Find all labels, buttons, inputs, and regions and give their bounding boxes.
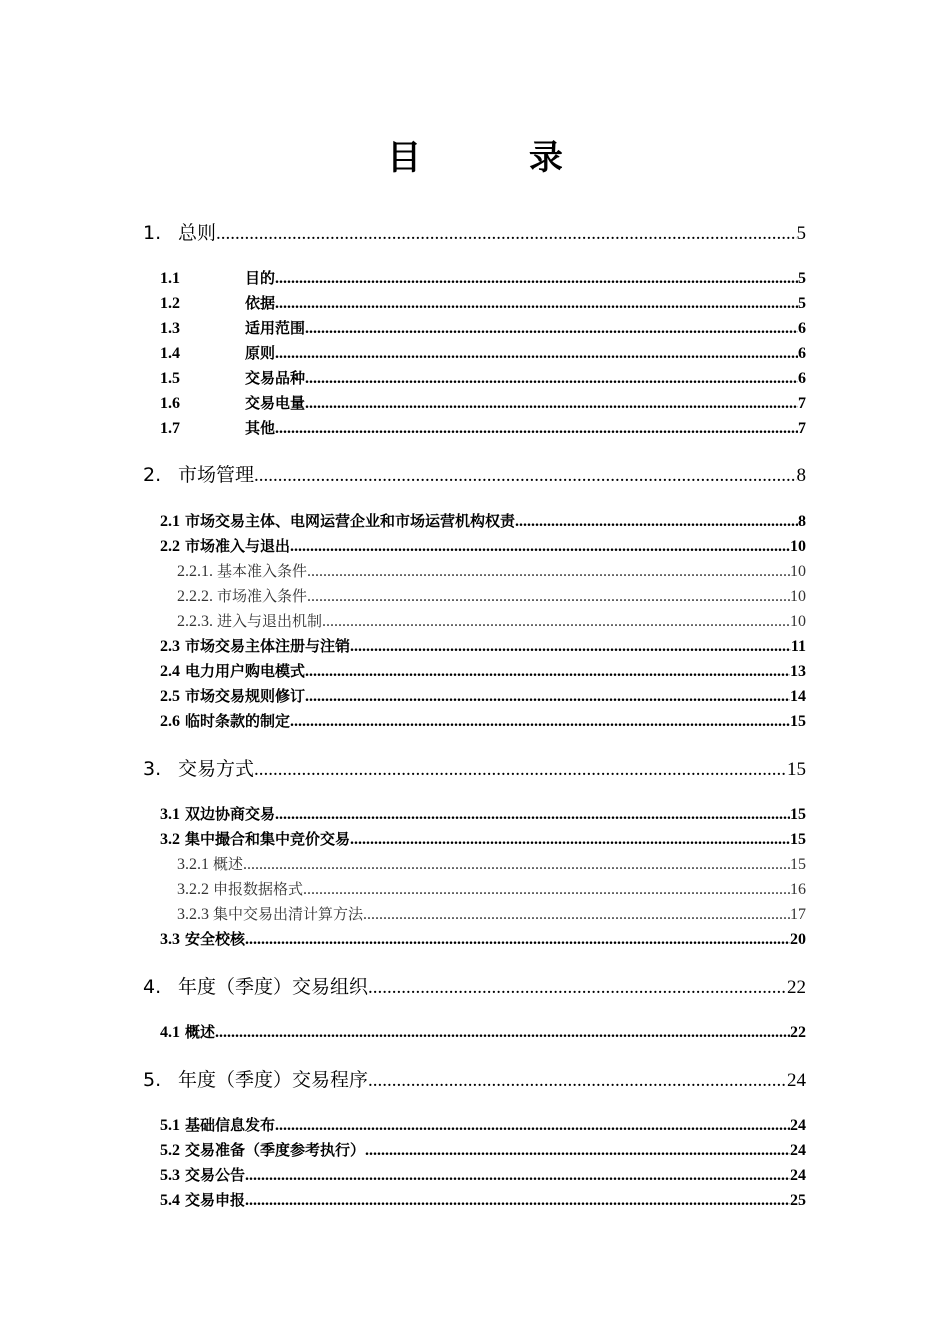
- toc-entry-page-number: 6: [798, 370, 806, 387]
- toc-entry-number: 5.3: [160, 1167, 180, 1184]
- toc-entry-page-number: 16: [790, 881, 806, 898]
- toc-entry-title: 年度（季度）交易程序: [178, 1069, 369, 1091]
- toc-entry-title: 临时条款的制定: [185, 712, 291, 730]
- toc-entry[interactable]: [143, 585, 806, 606]
- toc-entry-page-number: 15: [790, 713, 806, 730]
- toc-entry-number: 2.3: [160, 638, 180, 655]
- toc-entry-title: 集中交易出清计算方法: [213, 905, 364, 923]
- toc-entry-number: 2.: [143, 464, 162, 486]
- toc-entry-page-number: 5: [798, 270, 806, 287]
- toc-dot-leader: [254, 465, 796, 487]
- toc-dot-leader: [305, 688, 790, 706]
- toc-entry-page-number: 13: [790, 663, 806, 680]
- toc-dot-leader: [368, 1070, 787, 1092]
- toc-entry-number: 2.4: [160, 663, 180, 680]
- toc-entry-number: 5.4: [160, 1192, 180, 1209]
- toc-entry-title: 依据: [245, 294, 276, 312]
- toc-entry-page-number: 6: [798, 345, 806, 362]
- toc-entry-title: 交易品种: [245, 369, 306, 387]
- toc-entry-title: 市场交易规则修订: [185, 687, 306, 705]
- toc-entry-page-number: 20: [790, 931, 806, 948]
- toc-entry-page-number: 17: [790, 906, 806, 923]
- toc-entry-page-number: 7: [798, 420, 806, 437]
- toc-entry-page-number: 14: [790, 688, 806, 705]
- toc-dot-leader: [245, 931, 790, 949]
- toc-entry-title: 基本准入条件: [217, 562, 308, 580]
- toc-entry-page-number: 8: [796, 465, 806, 486]
- toc-entry-number: 1.1: [160, 270, 180, 287]
- toc-entry-page-number: 10: [790, 538, 806, 555]
- toc-entry-number: 3.1: [160, 806, 180, 823]
- toc-entry[interactable]: [143, 460, 806, 487]
- toc-entry[interactable]: [143, 853, 806, 874]
- toc-entry-number: 1.5: [160, 370, 180, 387]
- toc-entry-page-number: 5: [798, 295, 806, 312]
- toc-dot-leader: [305, 663, 790, 681]
- toc-entry[interactable]: [143, 635, 806, 656]
- toc-entry-title: 交易方式: [178, 758, 255, 780]
- toc-entry-number: 3.2.1: [177, 856, 209, 873]
- toc-entry-number: 3.: [143, 758, 162, 780]
- toc-entry-number: 2.2.1.: [177, 563, 213, 580]
- toc-dot-leader: [303, 881, 790, 899]
- toc-entry-page-number: 24: [787, 1070, 806, 1091]
- toc-entry-title: 交易公告: [185, 1166, 246, 1184]
- toc-entry[interactable]: [143, 510, 806, 531]
- toc-dot-leader: [307, 563, 790, 581]
- toc-entry[interactable]: [143, 1164, 806, 1185]
- toc-entry[interactable]: [143, 535, 806, 556]
- toc-entry-title: 进入与退出机制: [217, 612, 323, 630]
- toc-entry-number: 2.1: [160, 513, 180, 530]
- toc-dot-leader: [350, 638, 791, 656]
- toc-dot-leader: [363, 906, 790, 924]
- toc-entry-title: 双边协商交易: [185, 805, 276, 823]
- toc-entry[interactable]: [143, 367, 806, 388]
- toc-entry-page-number: 15: [790, 806, 806, 823]
- toc-entry-title: 交易电量: [245, 394, 306, 412]
- toc-dot-leader: [290, 538, 790, 556]
- toc-dot-leader: [275, 420, 798, 438]
- toc-entry[interactable]: [143, 1021, 806, 1042]
- toc-entry-title: 交易准备（季度参考执行）: [185, 1141, 366, 1159]
- toc-entry-number: 2.2: [160, 538, 180, 555]
- toc-entry-title: 概述: [185, 1023, 216, 1041]
- toc-entry-page-number: 24: [790, 1117, 806, 1134]
- toc-entry[interactable]: [143, 610, 806, 631]
- toc-entry-title: 市场准入条件: [217, 587, 308, 605]
- toc-entry-number: 1.: [143, 222, 162, 244]
- toc-dot-leader: [245, 1192, 790, 1210]
- toc-entry-number: 2.6: [160, 713, 180, 730]
- toc-entry-page-number: 10: [790, 613, 806, 630]
- toc-dot-leader: [368, 977, 787, 999]
- toc-entry-title: 市场准入与退出: [185, 537, 291, 555]
- toc-entry-title: 市场管理: [178, 464, 255, 486]
- toc-dot-leader: [307, 588, 790, 606]
- toc-entry[interactable]: [143, 803, 806, 824]
- toc-title: 目 录: [387, 138, 611, 178]
- toc-entry-title: 其他: [245, 419, 276, 437]
- toc-entry-number: 1.6: [160, 395, 180, 412]
- toc-entry-number: 3.3: [160, 931, 180, 948]
- toc-entry[interactable]: [143, 1065, 806, 1092]
- toc-entry-page-number: 24: [790, 1167, 806, 1184]
- toc-entry[interactable]: [143, 560, 806, 581]
- toc-dot-leader: [305, 320, 798, 338]
- toc-entry-title: 基础信息发布: [185, 1116, 276, 1134]
- toc-entry[interactable]: [143, 317, 806, 338]
- toc-dot-leader: [243, 856, 790, 874]
- toc-dot-leader: [290, 713, 790, 731]
- toc-dot-leader: [216, 223, 796, 245]
- toc-entry-number: 1.4: [160, 345, 180, 362]
- toc-entry-number: 1.7: [160, 420, 180, 437]
- toc-dot-leader: [350, 831, 790, 849]
- toc-entry[interactable]: [143, 417, 806, 438]
- toc-entry-number: 2.2.3.: [177, 613, 213, 630]
- toc-dot-leader: [215, 1024, 790, 1042]
- toc-entry-page-number: 22: [787, 977, 806, 998]
- toc-entry-page-number: 11: [790, 638, 806, 655]
- toc-entry[interactable]: [143, 292, 806, 313]
- toc-dot-leader: [515, 513, 798, 531]
- toc-entry-number: 2.5: [160, 688, 180, 705]
- toc-entry[interactable]: [143, 660, 806, 681]
- toc-dot-leader: [305, 370, 798, 388]
- toc-entry[interactable]: [143, 928, 806, 949]
- toc-entry-number: 2.2.2.: [177, 588, 213, 605]
- toc-entry-title: 总则: [178, 222, 217, 244]
- toc-entry-title: 目的: [245, 269, 276, 287]
- toc-dot-leader: [365, 1142, 790, 1160]
- toc-entry-page-number: 24: [790, 1142, 806, 1159]
- toc-entry-page-number: 22: [790, 1024, 806, 1041]
- toc-entry-page-number: 15: [790, 831, 806, 848]
- toc-entry-title: 概述: [213, 855, 244, 873]
- toc-entry[interactable]: [143, 903, 806, 924]
- toc-entry-number: 3.2: [160, 831, 180, 848]
- toc-dot-leader: [275, 1117, 790, 1135]
- toc-entry-title: 电力用户购电模式: [185, 662, 306, 680]
- toc-entry-number: 4.1: [160, 1024, 180, 1041]
- toc-dot-leader: [275, 806, 790, 824]
- toc-dot-leader: [245, 1167, 790, 1185]
- toc-entry[interactable]: [143, 972, 806, 999]
- toc-entry[interactable]: [143, 685, 806, 706]
- toc-entry-page-number: 5: [796, 223, 806, 244]
- toc-dot-leader: [254, 759, 787, 781]
- toc-entry[interactable]: [143, 1139, 806, 1160]
- toc-entry[interactable]: [143, 267, 806, 288]
- toc-entry[interactable]: [143, 392, 806, 413]
- toc-entry[interactable]: [143, 710, 806, 731]
- toc-entry-title: 市场交易主体、电网运营企业和市场运营机构权责: [185, 512, 516, 530]
- toc-entry-number: 1.2: [160, 295, 180, 312]
- toc-entry[interactable]: [143, 754, 806, 781]
- toc-entry-number: 1.3: [160, 320, 180, 337]
- toc-entry-title: 年度（季度）交易组织: [178, 976, 369, 998]
- toc-entry-page-number: 6: [798, 320, 806, 337]
- toc-dot-leader: [275, 295, 798, 313]
- toc-entry-title: 市场交易主体注册与注销: [185, 637, 351, 655]
- toc-entry-page-number: 25: [790, 1192, 806, 1209]
- toc-entry-title: 原则: [245, 344, 276, 362]
- toc-entry[interactable]: [143, 1114, 806, 1135]
- toc-entry-title: 申报数据格式: [213, 880, 304, 898]
- toc-entry[interactable]: [143, 1189, 806, 1210]
- toc-entry-title: 集中撮合和集中竞价交易: [185, 830, 351, 848]
- toc-entry-page-number: 8: [798, 513, 806, 530]
- toc-entry-title: 交易申报: [185, 1191, 246, 1209]
- toc-entry-page-number: 15: [790, 856, 806, 873]
- toc-entry-number: 3.2.3: [177, 906, 209, 923]
- toc-entry-title: 适用范围: [245, 319, 306, 337]
- toc-entry[interactable]: [143, 342, 806, 363]
- toc-entry-number: 4.: [143, 976, 162, 998]
- toc-entry-number: 3.2.2: [177, 881, 209, 898]
- toc-entry[interactable]: [143, 878, 806, 899]
- toc-entry-number: 5.2: [160, 1142, 180, 1159]
- toc-entry-page-number: 10: [790, 563, 806, 580]
- toc-entry-page-number: 7: [798, 395, 806, 412]
- toc-dot-leader: [305, 395, 798, 413]
- toc-entry-page-number: 15: [787, 759, 806, 780]
- toc-entry-title: 安全校核: [185, 930, 246, 948]
- toc-entry-page-number: 10: [790, 588, 806, 605]
- toc-entry[interactable]: [143, 828, 806, 849]
- toc-dot-leader: [322, 613, 790, 631]
- toc-dot-leader: [275, 345, 798, 363]
- toc-entry[interactable]: [143, 218, 806, 245]
- toc-entry-number: 5.: [143, 1069, 162, 1091]
- toc-entry-number: 5.1: [160, 1117, 180, 1134]
- toc-dot-leader: [275, 270, 798, 288]
